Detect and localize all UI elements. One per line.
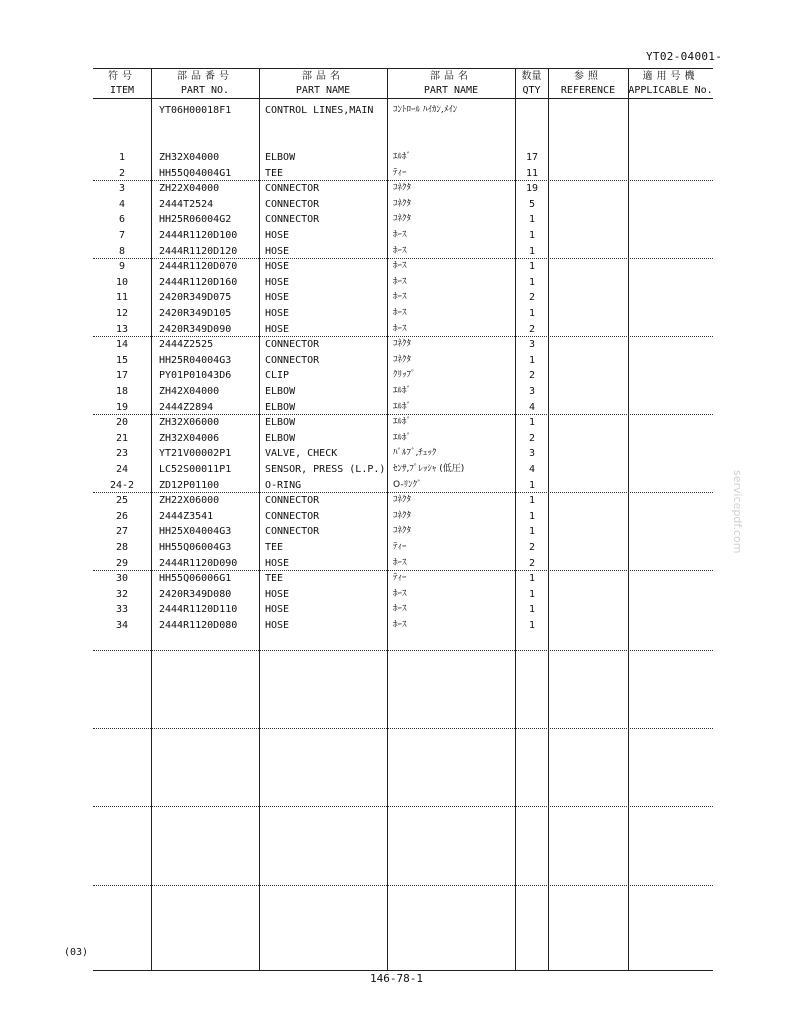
part-name: TEE [265,573,284,585]
part-name: CONNECTOR [265,354,320,366]
part-number: 2420R349D080 [159,588,232,600]
part-number: 2444R1120D080 [159,620,238,631]
item-number: 17 [115,370,129,382]
item-number: 19 [115,401,129,413]
assembly-row [93,103,713,118]
part-number: ZH32X04006 [159,432,220,444]
item-number: 30 [115,573,129,585]
item-number: 4 [118,198,126,210]
quantity: 3 [528,386,536,397]
page-number: 146-78-1 [370,972,423,985]
part-name-kana: ﾎｰｽ [393,245,407,256]
part-name: CONNECTOR [265,198,320,210]
table-row [93,181,713,196]
part-name-kana: ﾎｰｽ [393,604,407,615]
part-number: ZH22X06000 [159,495,220,507]
part-name: CONNECTOR [265,510,320,522]
table-row [93,244,713,259]
part-name: HOSE [265,276,290,288]
part-number: ZH32X04000 [159,152,220,163]
quantity: 1 [528,573,536,585]
table-row [93,618,713,633]
watermark: servicepdf.com [731,470,744,554]
quantity: 11 [525,167,539,179]
header-part-name: 部品名 PART NAME [295,71,351,96]
part-name-kana: ｺﾈｸﾀ [393,495,412,506]
quantity: 1 [528,308,536,319]
part-number: HH55Q06004G3 [159,542,232,553]
table-row [93,197,713,212]
item-number: 10 [115,276,129,288]
part-name-kana: ﾎｰｽ [393,261,407,272]
part-name-kana: ｴﾙﾎﾞ [393,386,412,396]
part-name-kana: ｾﾝｻ,ﾌﾟﾚｯｼｬ (低圧) [393,464,465,474]
part-name: HOSE [265,261,290,273]
table-row [93,524,713,539]
part-name: ELBOW [265,401,296,413]
table-top-border [93,68,713,69]
part-name-kana: ﾃｨｰ [393,573,407,584]
quantity: 2 [528,557,536,569]
part-number: ZH42X04000 [159,386,220,397]
header-part-name-kana: 部品名 PART NAME [423,71,479,96]
table-row [93,540,713,555]
part-name: ELBOW [265,152,296,163]
part-number: 2444R1120D110 [159,604,238,616]
part-name-kana: ｺﾈｸﾀ [393,510,412,521]
header-applicable: 適用号機 APPLICABLE No. [628,71,713,96]
header-bottom-border [93,98,713,99]
quantity: 2 [528,292,536,304]
table-row [93,571,713,586]
table-row [93,228,713,243]
part-name-kana: ﾎｰｽ [393,308,407,318]
quantity: 19 [525,183,539,195]
item-number: 13 [115,323,129,335]
row-separator [93,806,713,807]
table-row [93,509,713,524]
assembly-part-no: YT06H00018F1 [159,105,232,116]
part-name: HOSE [265,230,290,241]
part-number: 2444Z2525 [159,339,214,351]
quantity: 1 [528,526,536,538]
part-name-kana: ｴﾙﾎﾞ [393,432,412,443]
part-name-kana: ｴﾙﾎﾞ [393,417,412,428]
part-name: HOSE [265,323,290,335]
part-name: CONNECTOR [265,495,320,507]
quantity: 4 [528,401,536,413]
quantity: 2 [528,432,536,444]
table-row [93,602,713,617]
part-number: 2444R1120D120 [159,245,238,257]
part-name-kana: ｺﾈｸﾀ [393,214,412,225]
part-number: PY01P01043D6 [159,370,232,382]
table-row [93,353,713,368]
quantity: 1 [528,276,536,288]
row-separator [93,650,713,651]
part-number: ZD12P01100 [159,479,220,491]
part-name: CONNECTOR [265,526,320,538]
part-number: HH25X04004G3 [159,526,232,538]
row-separator [93,728,713,729]
part-number: HH25R04004G3 [159,354,232,366]
part-number: 2420R349D090 [159,323,232,335]
header-qty: 数量 QTY [521,71,542,96]
part-name: TEE [265,542,284,553]
part-name-kana: ﾎｰｽ [393,588,407,599]
item-number: 23 [115,448,129,460]
part-name-kana: ﾎｰｽ [393,323,407,334]
part-name-kana: ﾎｰｽ [393,276,407,287]
item-number: 24-2 [109,479,135,491]
table-row [93,556,713,571]
quantity: 1 [528,620,536,631]
table-row [93,166,713,181]
item-number: 29 [115,557,129,569]
part-name: HOSE [265,292,290,304]
table-row [93,259,713,274]
part-number: 2444R1120D070 [159,261,238,273]
part-name-kana: ｴﾙﾎﾞ [393,401,412,412]
quantity: 1 [528,214,536,226]
table-row [93,368,713,383]
part-number: 2444Z3541 [159,510,214,522]
item-number: 12 [115,308,129,319]
table-row [93,478,713,493]
part-number: 2444R1120D160 [159,276,238,288]
quantity: 1 [528,245,536,257]
table-row [93,587,713,602]
part-number: LC52S00011P1 [159,464,232,475]
table-row [93,462,713,477]
part-name: ELBOW [265,432,296,444]
header-item: 符号 ITEM [108,71,136,96]
quantity: 3 [528,448,536,460]
part-name: HOSE [265,620,290,631]
row-separator [93,885,713,886]
part-name: HOSE [265,604,290,616]
part-name-kana: ﾎｰｽ [393,230,407,240]
table-row [93,290,713,305]
item-number: 11 [115,292,129,304]
quantity: 1 [528,354,536,366]
table-row [93,275,713,290]
table-row [93,415,713,430]
part-name-kana: ﾃｨｰ [393,167,407,178]
part-number: 2444R1120D090 [159,557,238,569]
part-name-kana: O-ﾘﾝｸﾞ [393,479,422,490]
part-number: HH55Q06006G1 [159,573,232,585]
item-number: 33 [115,604,129,616]
part-number: 2444T2524 [159,198,214,210]
assembly-kana: ｺﾝﾄﾛｰﾙ ﾊｲｶﾝ,ﾒｲﾝ [393,105,458,115]
part-name: ELBOW [265,386,296,397]
part-name-kana: ﾎｰｽ [393,620,407,630]
item-number: 1 [118,152,126,163]
table-row [93,337,713,352]
item-number: 2 [118,167,126,179]
item-number: 28 [115,542,129,553]
part-name-kana: ｺﾈｸﾀ [393,354,412,365]
part-name: CONNECTOR [265,339,320,351]
part-name: CONNECTOR [265,214,320,226]
part-name-kana: ｸﾘｯﾌﾟ [393,370,416,381]
item-number: 34 [115,620,129,631]
part-name: O-RING [265,479,302,491]
item-number: 7 [118,230,126,241]
part-name: CONNECTOR [265,183,320,195]
doc-code: YT02-04001- [646,50,723,63]
table-row [93,150,713,165]
part-number: ZH22X04000 [159,183,220,195]
quantity: 1 [528,261,536,273]
part-number: 2420R349D105 [159,308,232,319]
part-name: HOSE [265,308,290,319]
item-number: 21 [115,432,129,444]
table-row [93,431,713,446]
item-number: 3 [118,183,126,195]
table-row [93,400,713,415]
quantity: 1 [528,604,536,616]
quantity: 1 [528,230,536,241]
part-name: VALVE, CHECK [265,448,338,460]
part-name-kana: ｴﾙﾎﾞ [393,152,412,162]
item-number: 26 [115,510,129,522]
quantity: 1 [528,588,536,600]
table-row [93,212,713,227]
part-number: 2420R349D075 [159,292,232,304]
part-number: HH55Q04004G1 [159,167,232,179]
item-number: 18 [115,386,129,397]
part-number: 2444R1120D100 [159,230,238,241]
part-name: HOSE [265,557,290,569]
quantity: 4 [528,464,536,475]
item-number: 8 [118,245,126,257]
item-number: 25 [115,495,129,507]
part-name-kana: ｺﾈｸﾀ [393,526,412,537]
footer-revision: (03) [64,947,89,958]
quantity: 1 [528,510,536,522]
item-number: 24 [115,464,129,475]
part-number: ZH32X06000 [159,417,220,429]
table-row [93,306,713,321]
quantity: 1 [528,417,536,429]
part-number: 2444Z2894 [159,401,214,413]
header-part-no: 部品番号 PART NO. [177,71,233,96]
item-number: 6 [118,214,126,226]
part-name: SENSOR, PRESS (L.P.) [265,464,386,475]
item-number: 27 [115,526,129,538]
item-number: 9 [118,261,126,273]
table-row [93,384,713,399]
item-number: 15 [115,354,129,366]
quantity: 2 [528,542,536,553]
part-name: ELBOW [265,417,296,429]
table-bottom-border [93,970,713,971]
part-name: CLIP [265,370,290,382]
part-name-kana: ｺﾈｸﾀ [393,339,412,350]
quantity: 17 [525,152,539,163]
part-number: HH25R06004G2 [159,214,232,226]
part-name-kana: ﾊﾞﾙﾌﾞ,ﾁｪｯｸ [393,448,437,459]
table-row [93,322,713,337]
item-number: 32 [115,588,129,600]
part-name-kana: ｺﾈｸﾀ [393,183,412,194]
part-name: TEE [265,167,284,179]
table-row [93,446,713,461]
quantity: 5 [528,198,536,210]
quantity: 2 [528,323,536,335]
quantity: 1 [528,479,536,491]
part-name-kana: ｺﾈｸﾀ [393,198,412,209]
quantity: 3 [528,339,536,351]
table-row [93,493,713,508]
part-name-kana: ﾃｨｰ [393,542,407,552]
part-name-kana: ﾎｰｽ [393,557,407,568]
item-number: 20 [115,417,129,429]
part-number: YT21V00002P1 [159,448,232,460]
header-reference: 参照 REFERENCE [560,71,616,96]
item-number: 14 [115,339,129,351]
quantity: 2 [528,370,536,382]
part-name: HOSE [265,588,290,600]
part-name: HOSE [265,245,290,257]
assembly-name: CONTROL LINES,MAIN [265,105,374,116]
part-name-kana: ﾎｰｽ [393,292,407,303]
quantity: 1 [528,495,536,507]
